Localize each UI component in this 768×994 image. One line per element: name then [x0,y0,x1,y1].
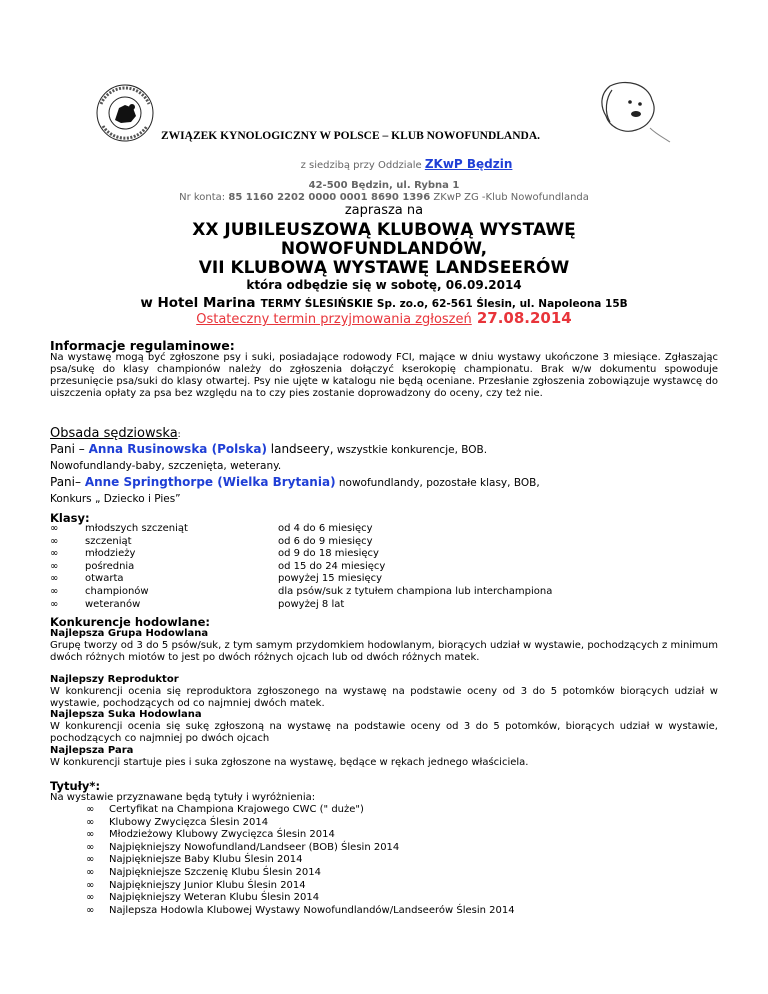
bullet-icon: ∞ [50,585,59,597]
judge-2-line [50,476,540,490]
class-age: powyżej 15 miesięcy [278,573,383,585]
classes-heading: Klasy: [50,511,90,525]
class-row [50,561,718,574]
class-age: od 9 do 18 miesięcy [278,548,379,560]
judge-2-rest: nowofundlandy, pozostałe klasy, BOB, [335,477,540,489]
bullet-icon: ∞ [86,829,95,841]
bullet-icon: ∞ [50,598,59,610]
organization-name: ZWIĄZEK KYNOLOGICZNY W POLSCE – KLUB NOWOFUNDLANDA. [161,130,541,142]
titles-heading: Tytuły*: [50,779,101,793]
title-row [50,880,718,893]
judge-1-rest: wszystkie konkurencje, BOB. [333,444,488,456]
bullet-icon: ∞ [50,535,59,547]
title-line-1: XX JUBILEUSZOWĄ KLUBOWĄ WYSTAWĘ [192,220,576,240]
title-row [50,905,718,918]
class-age: od 4 do 6 miesięcy [278,523,373,534]
title-item: Najpiękniejszy Nowofundland/Landseer (BOB) Ślesin 2014 [109,841,400,853]
title-line-3: VII KLUBOWĄ WYSTAWĘ LANDSEERÓW [198,258,570,278]
title-row [50,842,718,855]
group-title-3: Najlepsza Suka Hodowlana [50,709,202,720]
class-age: od 6 do 9 miesięcy [278,535,373,547]
title-item: Najpiękniejsze Szczenię Klubu Ślesin 2014 [109,866,322,878]
bullet-icon: ∞ [86,804,95,815]
bullet-icon: ∞ [86,854,95,866]
class-age: dla psów/suk z tytułem championa lub interchampiona [278,585,553,597]
account-number: 85 1160 2202 0000 0001 8690 1396 [228,192,431,203]
seat-link[interactable]: ZKwP Będzin [424,157,513,171]
title-row [50,867,718,880]
judge-2-name: Anne Springthorpe (Wielka Brytania) [84,475,336,489]
bullet-icon: ∞ [86,866,95,878]
class-age: od 15 do 24 miesięcy [278,560,386,572]
deadline-text: Ostateczny termin przyjmowania zgłoszeń [196,312,472,327]
titles-list [50,804,718,917]
class-age: powyżej 8 lat [278,598,345,610]
bullet-icon: ∞ [50,548,59,560]
title-item: Najpiękniejszy Weteran Klubu Ślesin 2014 [109,892,320,904]
group-title-4: Najlepsza Para [50,745,134,756]
bullet-icon: ∞ [86,892,95,904]
title-item: Certyfikat na Championa Krajowego CWC (" duże") [109,804,364,815]
title-item: Klubowy Zwycięzca Ślesin 2014 [109,816,269,828]
judges-heading-text: Obsada sędziowska [50,426,178,441]
account-suffix: ZKwP ZG -Klub Nowofundlanda [433,192,589,203]
invite-text: zaprasza na [344,203,424,218]
class-name: młodzieży [85,548,136,560]
title-item: Najpiękniejszy Junior Klubu Ślesin 2014 [109,879,306,891]
bullet-icon: ∞ [86,841,95,853]
class-name: otwarta [85,573,124,585]
title-item: Najlepsza Hodowla Klubowej Wystawy Nowofundlandów/Landseerów Ślesin 2014 [109,904,515,916]
breeding-heading: Konkurencje hodowlane: [50,615,210,629]
group-body-4: W konkurencji startuje pies i suka zgłoszone na wystawę, będące w rękach jednego właściciela. [50,757,529,768]
class-row [50,573,718,586]
judges-heading-colon: : [177,430,181,440]
bullet-icon: ∞ [50,560,59,572]
group-title-1: Najlepsza Grupa Hodowlana [50,628,209,639]
judge-1-prefix: Pani – [50,442,89,456]
venue-rest: TERMY ŚLESIŃSKIE Sp. zo.o, 62-561 Ślesin, ul. Napoleona 15B [260,298,628,310]
class-row [50,599,718,612]
judge-1-line2: Nowofundlandy-baby, szczenięta, weterany. [50,460,282,472]
judge-2-line2: Konkurs „ Dziecko i Pies” [50,493,181,505]
title-item: Najpiękniejsze Baby Klubu Ślesin 2014 [109,854,303,866]
seat-line [0,158,768,172]
group-body-2: W konkurencji ocenia się reproduktora zgłoszonego na wystawę na podstawie oceny od 3 do 5 potomków biorących udział w wystawie, pochodzących od co najmniej dwóch matek. [50,686,718,709]
class-name: młodszych szczeniąt [85,523,188,534]
title-row [50,892,718,905]
classes-list [50,523,718,611]
judge-2-prefix: Pani– [50,475,85,489]
deadline-date: 27.08.2014 [476,309,572,327]
bullet-icon: ∞ [86,816,95,828]
venue-w: w Hotel Marina [140,295,256,311]
title-line-2: NOWOFUNDLANDÓW, [280,239,488,259]
bullet-icon: ∞ [50,523,59,534]
class-name: szczeniąt [85,535,132,547]
class-row [50,586,718,599]
address-line: 42-500 Będzin, ul. Rybna 1 [308,180,460,191]
class-row [50,523,718,536]
class-name: weteranów [85,598,141,610]
class-name: championów [85,585,149,597]
deadline-line [0,308,768,327]
title-row [50,804,718,817]
seat-prefix: z siedzibą przy Oddziale [300,160,422,171]
rules-body: Na wystawę mogą być zgłoszone psy i suki, posiadające rodowody FCI, mające w dniu wystawy ukończone 3 miesiące. Zgłaszając psa/sukę do klasy championów należy do zgłoszenia dołączyć kserokopię championatu. Brak w/w dokumentu spowoduje przesunięcie psa/suki do klasy otwartej. Psy nie ujęte w katalogu nie będą oceniane. Przesłanie zgłoszenia zobowiązuje wystawcę do uiszczenia opłaty za psa bez względu na to czy pies zostanie doprowadzony do oceny, czy też nie. [50,352,718,399]
class-row [50,536,718,549]
zkwp-logo [95,82,155,144]
judge-1-line [50,443,487,457]
title-row [50,829,718,842]
date-line: która odbędzie się w sobotę, 06.09.2014 [246,278,522,292]
bullet-icon: ∞ [86,904,95,916]
group-body-1: Grupę tworzy od 3 do 5 psów/suk, z tym samym przydomkiem hodowlanym, biorących udział w wystawie, pochodzących z minimum dwóch różnych miotów to jest po dwóch różnych ojcach lub od dwóch różnych matek. [50,640,718,663]
title-item: Młodzieżowy Klubowy Zwycięzca Ślesin 2014 [109,829,335,841]
title-row [50,854,718,867]
rules-heading: Informacje regulaminowe: [50,338,235,353]
bullet-icon: ∞ [86,879,95,891]
group-body-3: W konkurencji ocenia się sukę zgłoszoną na wystawę na podstawie oceny od 3 do 5 potomków, biorących udział w wystawie, pochodzących co najmniej po dwóch ojcach [50,721,718,744]
group-title-2: Najlepszy Reproduktor [50,674,179,685]
class-name: pośrednia [85,560,135,572]
judge-1-name: Anna Rusinowska (Polska) [88,442,267,456]
title-row [50,817,718,830]
class-row [50,548,718,561]
titles-intro: Na wystawie przyznawane będą tytuły i wyróżnienia: [50,792,316,803]
club-logo [588,78,674,150]
judges-heading [50,426,181,441]
judge-1-breed: landseery, [266,442,334,456]
bullet-icon: ∞ [50,573,59,585]
account-label: Nr konta: [179,192,226,203]
